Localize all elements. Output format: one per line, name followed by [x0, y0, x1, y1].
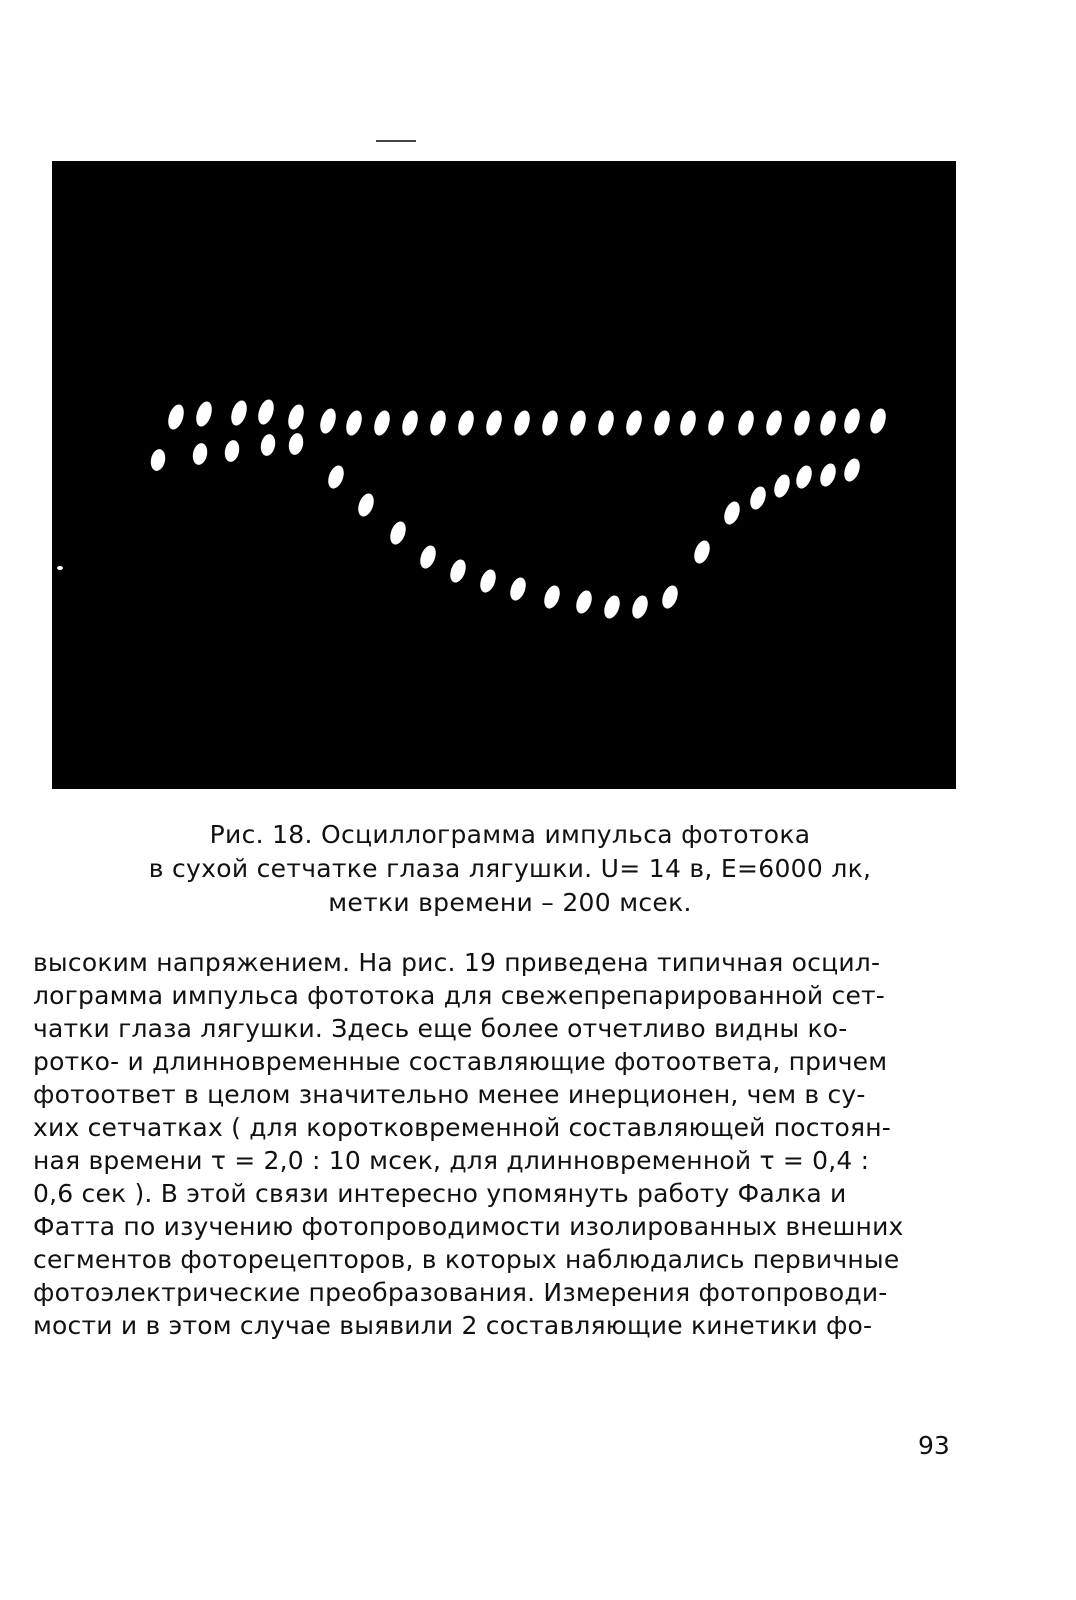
- caption-line-3: метки времени – 200 мсек.: [328, 888, 692, 917]
- body-paragraph: [33, 946, 971, 1342]
- body-line: хих сетчатках ( для коротковременной составляющей постоян-: [33, 1113, 891, 1142]
- body-line: лограмма импульса фототока для свежепрепарированной сет-: [33, 981, 886, 1010]
- edge-mark: [57, 566, 63, 570]
- body-line: чатки глаза лягушки. Здесь еще более отчетливо видны ко-: [33, 1014, 848, 1043]
- oscillogram-image: [52, 161, 956, 789]
- oscillogram-background: [52, 161, 956, 789]
- body-line: Фатта по изучению фотопроводимости изолированных внешних: [33, 1212, 904, 1241]
- body-line: фотоэлектрические преобразования. Измерения фотопроводи-: [33, 1278, 888, 1307]
- print-mark: [376, 140, 416, 142]
- figure-caption: [60, 818, 960, 920]
- body-line: ная времени τ = 2,0 : 10 мсек, для длинновременной τ = 0,4 :: [33, 1146, 870, 1175]
- body-line: фотоответ в целом значительно менее инерционен, чем в су-: [33, 1080, 866, 1109]
- body-line: ротко- и длинновременные составляющие фотоответа, причем: [33, 1047, 888, 1076]
- body-line: 0,6 сек ). В этой связи интересно упомянуть работу Фалка и: [33, 1179, 847, 1208]
- body-line: сегментов фоторецепторов, в которых наблюдались первичные: [33, 1245, 900, 1274]
- caption-line-2: в сухой сетчатке глаза лягушки. U= 14 в, E=6000 лк,: [148, 854, 872, 883]
- body-line: высоким напряжением. На рис. 19 приведена типичная осцил-: [33, 948, 881, 977]
- caption-line-1: Рис. 18. Осциллограмма импульса фототока: [209, 820, 811, 849]
- page-number: 93: [918, 1431, 950, 1460]
- oscillogram-figure: [52, 161, 956, 789]
- body-line: мости и в этом случае выявили 2 составляющие кинетики фо-: [33, 1311, 873, 1340]
